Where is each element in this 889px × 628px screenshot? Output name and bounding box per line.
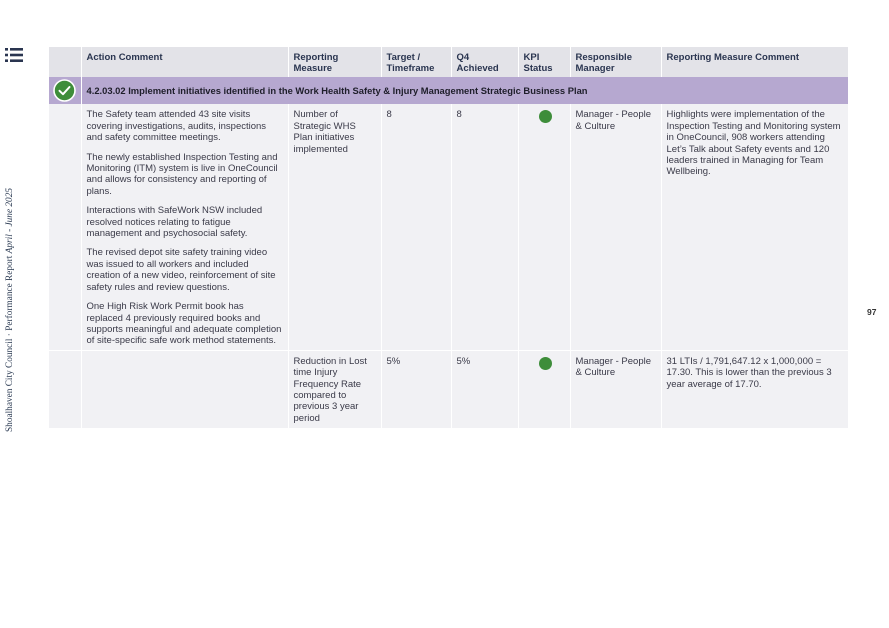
action-status-cell (49, 77, 81, 104)
header-reporting-measure: Reporting Measure (288, 47, 381, 77)
action-comment-cell (81, 350, 288, 428)
action-comment-paragraph: One High Risk Work Permit book has replaced 4 previously required books and supports meaningful and adequate completion of site-specific safe work method statements. (86, 301, 282, 347)
responsible-manager-cell: Manager - People & Culture (570, 350, 661, 428)
action-comment-paragraph: The revised depot site safety training video was issued to all workers and included creation of a new video, reinforcement of site safety rules and review questions. (86, 247, 276, 293)
check-circle-icon (53, 79, 76, 102)
action-comment-cell (81, 104, 288, 350)
header-responsible-manager: Responsible Manager (570, 47, 661, 77)
header-q4-achieved: Q4 Achieved (451, 47, 518, 77)
page-number: 97 (867, 307, 877, 317)
q4-achieved-cell: 5% (451, 350, 518, 428)
header-action-comment: Action Comment (81, 47, 288, 77)
header-measure-comment: Reporting Measure Comment (661, 47, 848, 77)
action-comment-paragraph: The Safety team attended 43 site visits covering investigations, audits, inspections and safety committee meetings. (86, 109, 267, 144)
responsible-manager-cell: Manager - People & Culture (570, 104, 661, 350)
menu-list-icon[interactable] (5, 47, 23, 63)
document-title: Shoalhaven City Council · Performance Report (5, 255, 15, 432)
action-comment-paragraph: The newly established Inspection Testing and Monitoring (ITM) system is live in OneCouncil and allows for consistency and reporting of plans. (86, 151, 278, 197)
reporting-measure-cell: Reduction in Lost time Injury Frequency Rate compared to previous 3 year period (288, 350, 381, 428)
target-cell: 8 (381, 104, 451, 350)
table-row (49, 350, 848, 428)
document-side-title (5, 170, 21, 432)
row-status-cell (49, 350, 81, 428)
header-target: Target / Timeframe (381, 47, 451, 77)
report-period: April - June 2025 (5, 188, 15, 254)
table-header-row (49, 47, 848, 77)
kpi-status-dot-icon (539, 357, 552, 370)
action-comment-paragraph: Interactions with SafeWork NSW included resolved notices relating to fatigue management and psychosocial safety. (86, 205, 263, 240)
kpi-status-dot-icon (539, 110, 552, 123)
q4-achieved-cell: 8 (451, 104, 518, 350)
measure-comment-cell: Highlights were implementation of the Inspection Testing and Monitoring system in OneCouncil, 908 workers attending Let’s Talk about Safety events and 120 leaders trained in Managing for Team Wellbeing. (661, 104, 848, 350)
kpi-status-cell (518, 350, 570, 428)
table-row (49, 104, 848, 350)
action-row (49, 77, 848, 104)
action-title: 4.2.03.02 Implement initiatives identified in the Work Health Safety & Injury Management Strategic Business Plan (81, 77, 848, 104)
row-status-cell (49, 104, 81, 350)
kpi-status-cell (518, 104, 570, 350)
reporting-measure-cell: Number of Strategic WHS Plan initiatives implemented (288, 104, 381, 350)
target-cell: 5% (381, 350, 451, 428)
measure-comment-cell: 31 LTIs / 1,791,647.12 x 1,000,000 = 17.30. This is lower than the previous 3 year average of 17.70. (661, 350, 848, 428)
header-kpi-status: KPI Status (518, 47, 570, 77)
status-header (49, 47, 81, 77)
performance-table (49, 47, 849, 429)
